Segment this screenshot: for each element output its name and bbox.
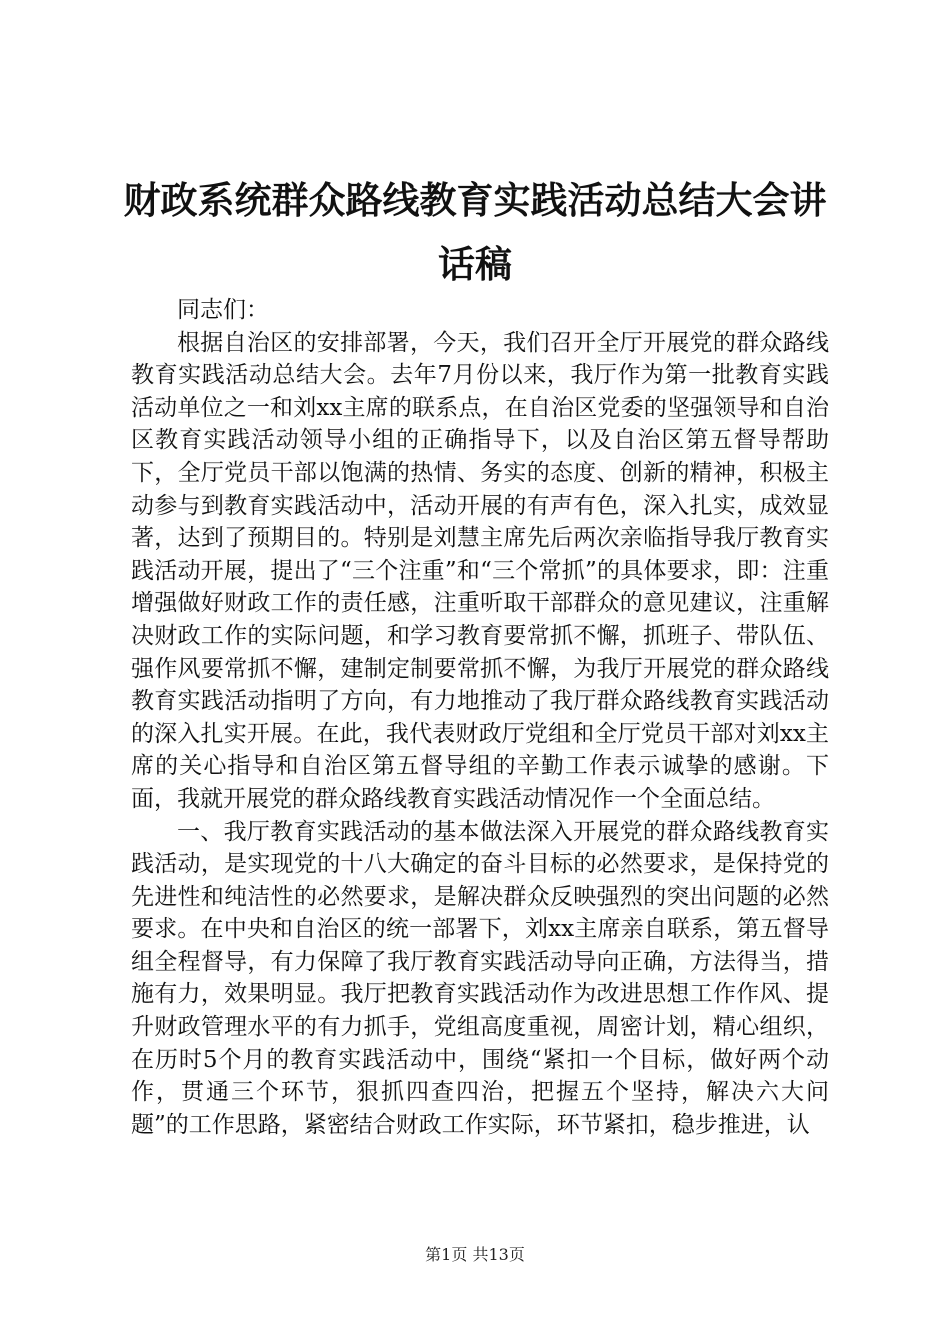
salutation: 同志们： [177,297,269,323]
document-title: 财政系统群众路线教育实践活动总结大会讲话稿 [123,178,827,286]
page-number: 第1页 [425,1245,468,1264]
page-footer [0,1242,950,1265]
document-body [131,294,829,1141]
page-total: 共13页 [472,1245,525,1264]
paragraph-1: 根据自治区的安排部署，今天，我们召开全厅开展党的群众路线教育实践活动总结大会。去年7月份以来，我厅作为第一批教育实践活动单位之一和刘xx主席的联系点，在自治区党委的坚强领导和自治区教育实践活动领导小组的正确指导下，以及自治区第五督导帮助下，全厅党员干部以饱满的热情、务实的态度、创新的精神，积极主动参与到教育实践活动中，活动开展的有声有色，深入扎实，成效显著，达到了预期目的。特别是刘慧主席先后两次亲临指导我厅教育实践活动开展，提出了“三个注重”和“三个常抓”的具体要求，即：注重增强做好财政工作的责任感，注重听取干部群众的意见建议，注重解决财政工作的实际问题，和学习教育要常抓不懈，抓班子、带队伍、强作风要常抓不懈，建制定制要常抓不懈，为我厅开展党的群众路线教育实践活动指明了方向，有力地推动了我厅群众路线教育实践活动的深入扎实开展。在此，我代表财政厅党组和全厅党员干部对刘xx主席的关心指导和自治区第五督导组的辛勤工作表示诚挚的感谢。下面，我就开展党的群众路线教育实践活动情况作一个全面总结。 [131,329,829,812]
paragraph-2: 一、我厅教育实践活动的基本做法深入开展党的群众路线教育实践活动，是实现党的十八大确定的奋斗目标的必然要求，是保持党的先进性和纯洁性的必然要求，是解决群众反映强烈的突出问题的必然要求。在中央和自治区的统一部署下，刘xx主席亲自联系，第五督导组全程督导，有力保障了我厅教育实践活动导向正确，方法得当，措施有力，效果明显。我厅把教育实践活动作为改进思想工作作风、提升财政管理水平的有力抓手，党组高度重视，周密计划，精心组织，在历时5个月的教育实践活动中，围绕“紧扣一个目标，做好两个动作，贯通三个环节，狠抓四查四治，把握五个坚持，解决六大问题”的工作思路，紧密结合财政工作实际，环节紧扣，稳步推进，认 [131,818,829,1138]
